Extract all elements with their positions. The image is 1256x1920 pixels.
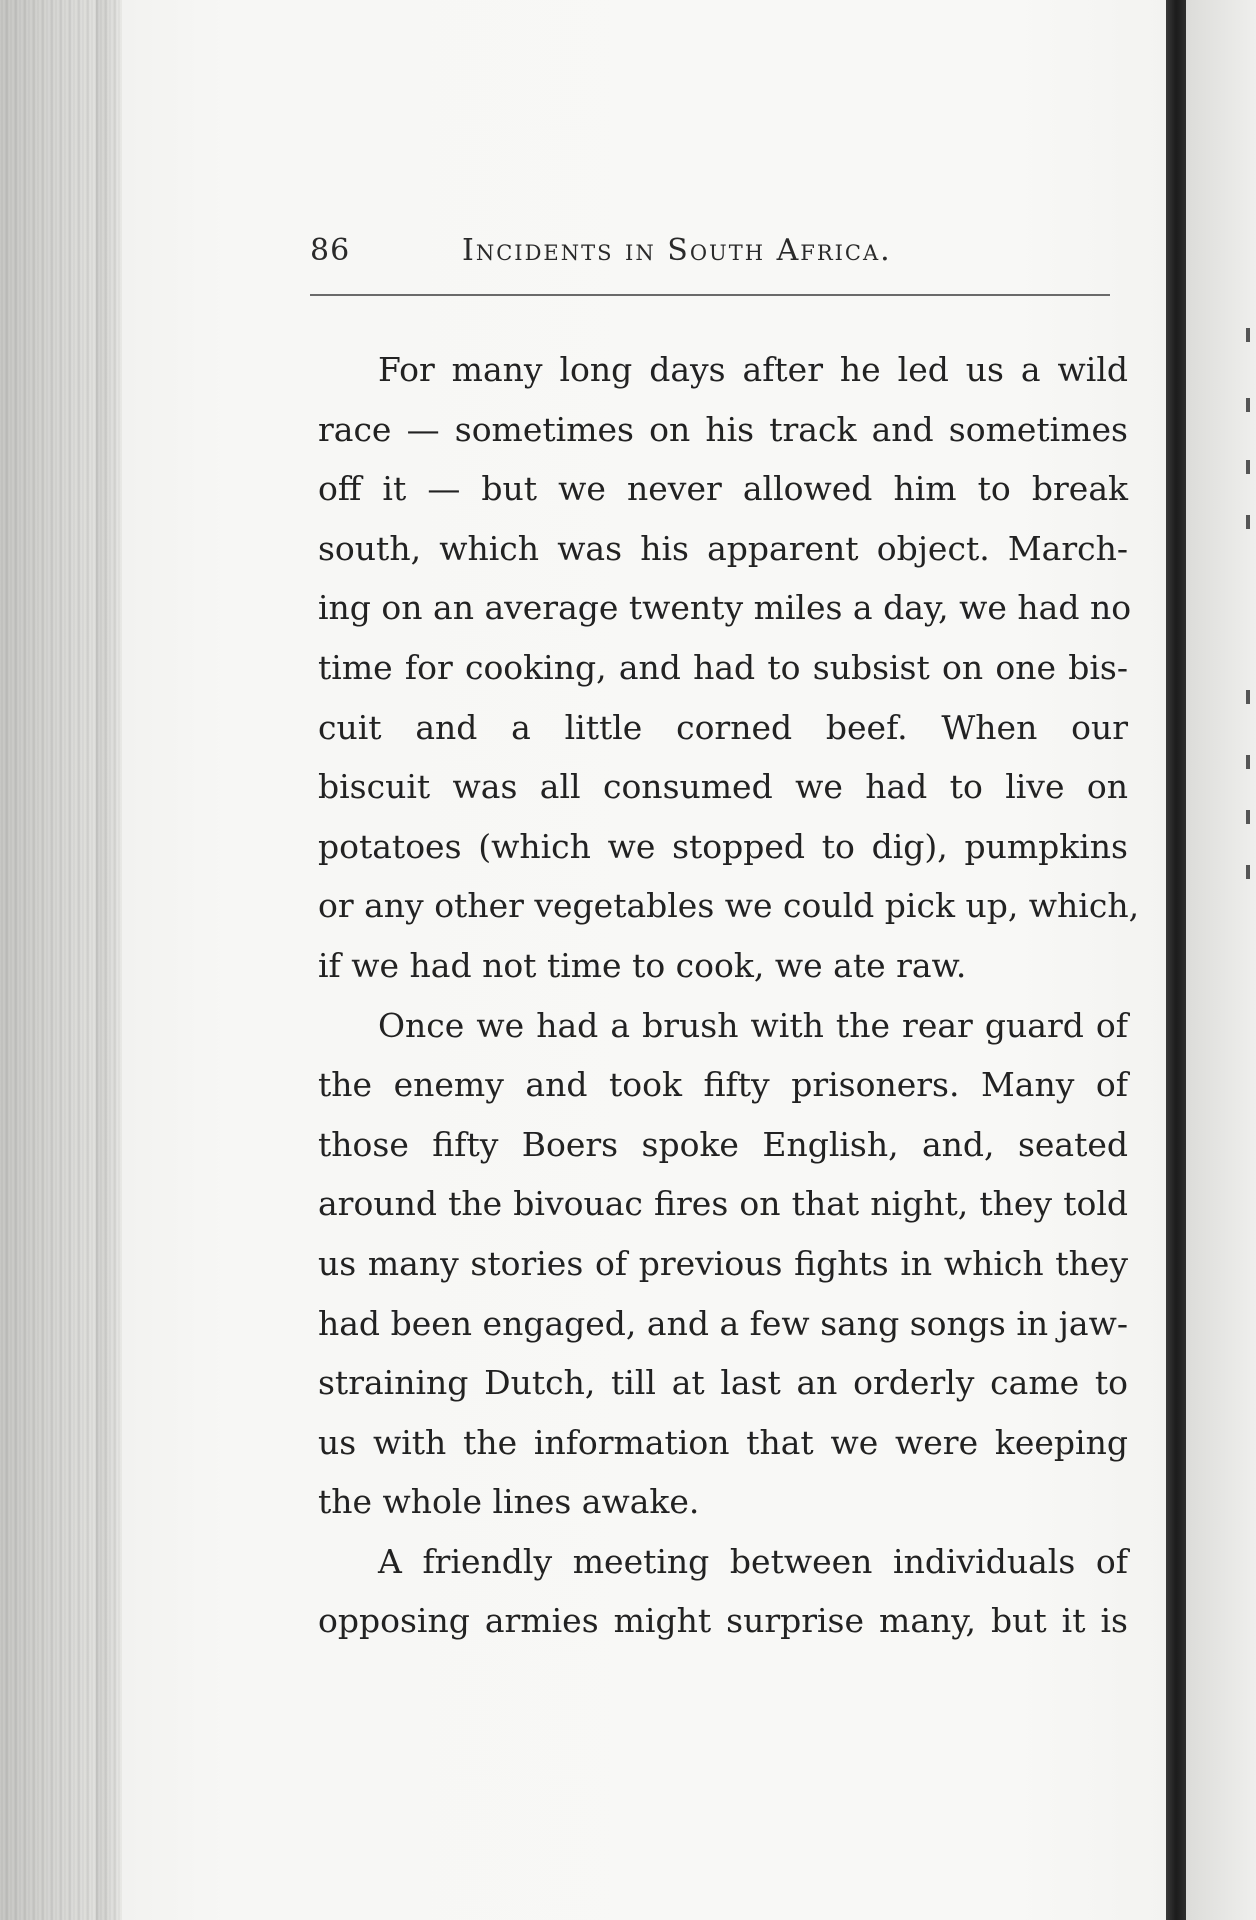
paragraph bbox=[318, 1532, 1128, 1651]
text-line: off it — but we never allowed him to break bbox=[318, 469, 1128, 509]
text-line: the enemy and took fifty prisoners. Many of bbox=[318, 1065, 1128, 1105]
body-text bbox=[318, 340, 1140, 1651]
text-line: potatoes (which we stopped to dig), pumpkins bbox=[318, 826, 1128, 866]
text-line: us with the information that we were keeping bbox=[318, 1422, 1128, 1462]
text-line: opposing armies might surprise many, but it is bbox=[318, 1601, 1128, 1641]
text-line: if we had not time to cook, we ate raw. bbox=[318, 945, 967, 985]
running-title: Incidents in South Africa. bbox=[462, 233, 892, 268]
text-line: us many stories of previous fights in which they bbox=[318, 1243, 1128, 1283]
text-line: the whole lines awake. bbox=[318, 1482, 700, 1522]
text-line: biscuit was all consumed we had to live on bbox=[318, 767, 1128, 807]
text-line: south, which was his apparent object. March- bbox=[318, 528, 1128, 568]
paragraph bbox=[318, 340, 1140, 996]
text-line: straining Dutch, till at last an orderly came to bbox=[318, 1363, 1128, 1403]
header-rule bbox=[310, 294, 1110, 296]
running-head bbox=[310, 233, 1110, 277]
text-line: race — sometimes on his track and sometimes bbox=[318, 409, 1128, 449]
paragraph bbox=[318, 996, 1128, 1532]
page-number: 86 bbox=[310, 233, 351, 268]
text-line: or any other vegetables we could pick up, which, bbox=[318, 886, 1140, 926]
text-line: Once we had a brush with the rear guard of bbox=[378, 1005, 1128, 1045]
text-line: cuit and a little corned beef. When our bbox=[318, 707, 1128, 747]
text-line: A friendly meeting between individuals of bbox=[378, 1541, 1128, 1581]
text-line: around the bivouac fires on that night, they told bbox=[318, 1184, 1128, 1224]
facing-page-edge bbox=[1186, 0, 1256, 1920]
text-line: time for cooking, and had to subsist on one bis- bbox=[318, 647, 1128, 687]
book-gutter bbox=[1166, 0, 1186, 1920]
text-line: For many long days after he led us a wild bbox=[378, 350, 1128, 389]
book-page-edge bbox=[0, 0, 122, 1920]
text-line: ing on an average twenty miles a day, we had no bbox=[318, 588, 1132, 628]
text-line: had been engaged, and a few sang songs in jaw- bbox=[318, 1303, 1128, 1343]
text-line: those fifty Boers spoke English, and, seated bbox=[318, 1124, 1128, 1164]
